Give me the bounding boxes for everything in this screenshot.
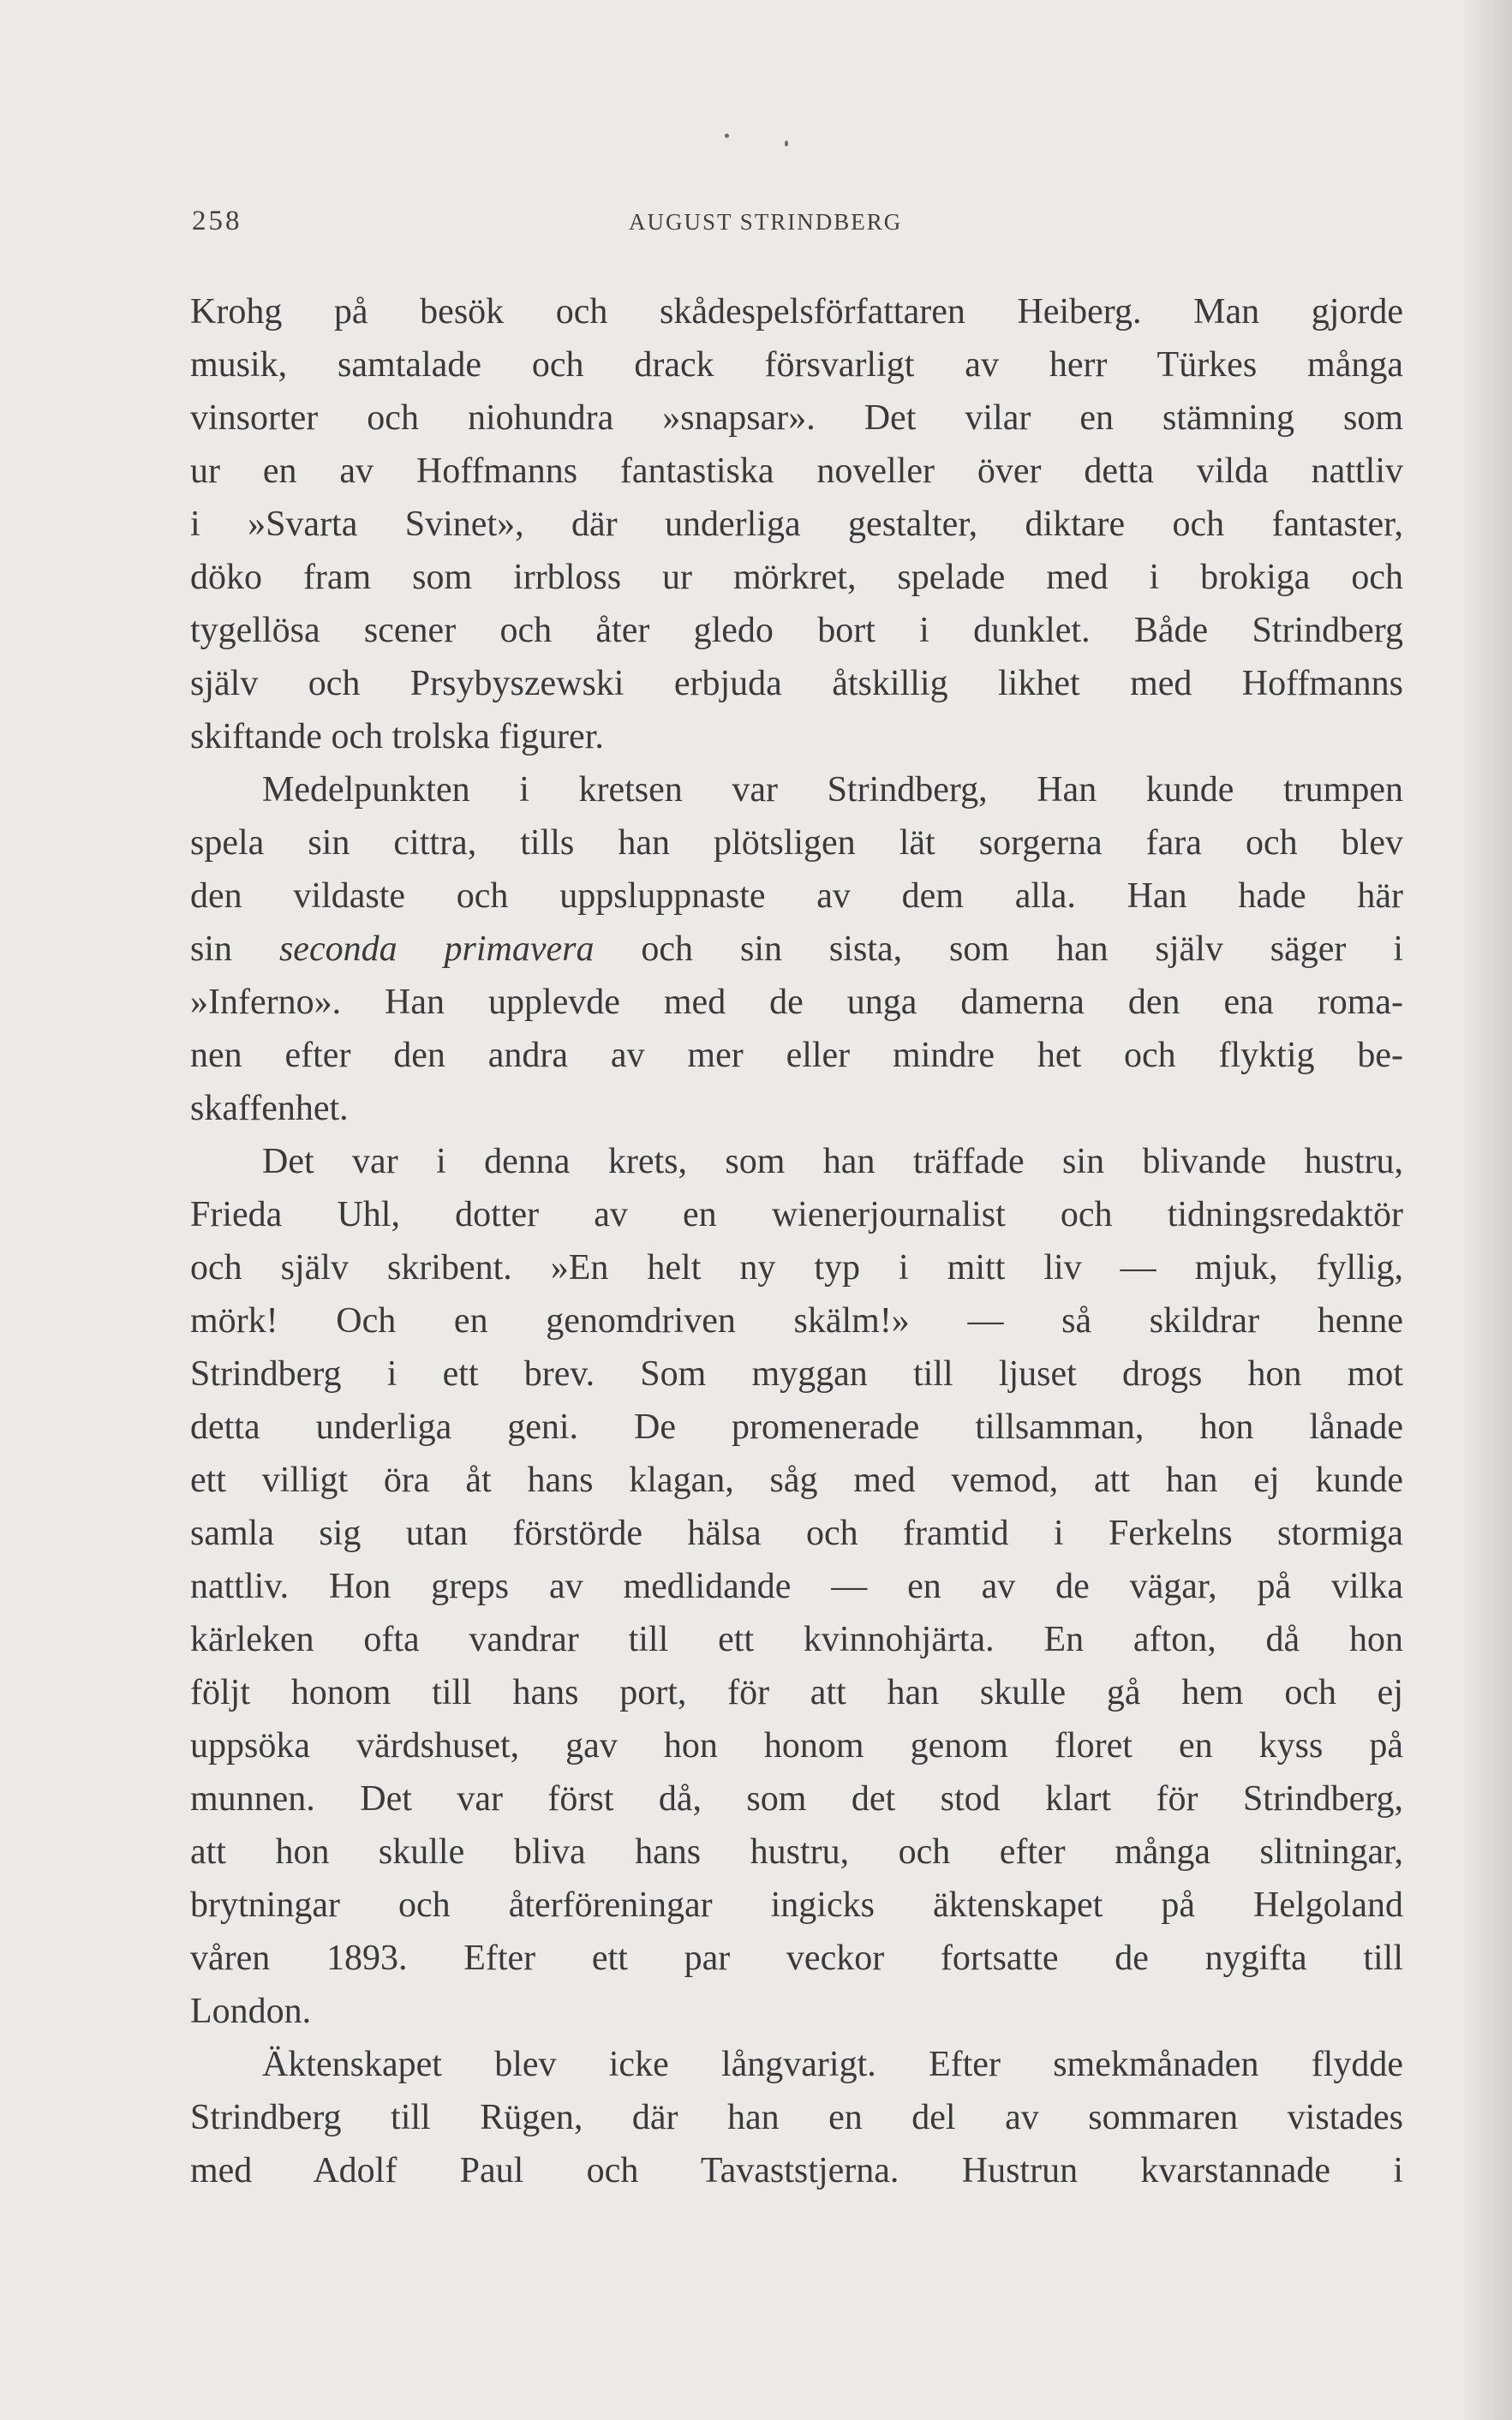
- text-line: kärleken ofta vandrar till ett kvinnohjärta. En afton, då hon: [190, 1620, 1403, 1659]
- print-speck: [785, 140, 788, 146]
- text-line: döko fram som irrbloss ur mörkret, spelade med i brokiga och: [190, 558, 1403, 597]
- text-line: nattliv. Hon greps av medlidande — en av de vägar, på vilka: [190, 1567, 1403, 1606]
- text-line: ett villigt öra åt hans klagan, såg med vemod, att han ej kunde: [190, 1461, 1403, 1500]
- text-line: den vildaste och uppsluppnaste av dem alla. Han hade här: [190, 876, 1403, 916]
- text-line: att hon skulle bliva hans hustru, och efter många slitningar,: [190, 1832, 1403, 1872]
- text-line: vinsorter och niohundra »snapsar». Det vilar en stämning som: [190, 398, 1403, 438]
- running-head: [192, 206, 1408, 240]
- text-line-start: sin: [190, 929, 279, 969]
- text-line: och själv skribent. »En helt ny typ i mitt liv — mjuk, fyllig,: [190, 1248, 1403, 1288]
- text-line: tygellösa scener och åter gledo bort i dunklet. Både Strindberg: [190, 611, 1403, 650]
- text-line: nen efter den andra av mer eller mindre het och flyktig be-: [190, 1036, 1403, 1075]
- text-line: med Adolf Paul och Tavaststjerna. Hustrun kvarstannade i: [190, 2151, 1403, 2190]
- italic-phrase: seconda primavera: [278, 929, 595, 969]
- text-line: ur en av Hoffmanns fantastiska noveller över detta vilda nattliv: [190, 451, 1403, 491]
- running-title: AUGUST STRINDBERG: [629, 209, 903, 235]
- text-line: Strindberg till Rügen, där han en del av sommaren vistades: [190, 2098, 1403, 2137]
- text-line: våren 1893. Efter ett par veckor fortsatte de nygifta till: [190, 1939, 1403, 1978]
- text-line: Frieda Uhl, dotter av en wienerjournalist och tidningsredaktör: [190, 1195, 1403, 1234]
- text-line: Det var i denna krets, som han träffade sin blivande hustru,: [262, 1142, 1403, 1181]
- text-line: »Inferno». Han upplevde med de unga damerna den ena roma-: [190, 983, 1403, 1022]
- text-line: Krohg på besök och skådespelsförfattaren Heiberg. Man gjorde: [190, 292, 1403, 332]
- body-text: [190, 285, 1403, 2197]
- text-line: följt honom till hans port, för att han skulle gå hem och ej: [190, 1673, 1403, 1712]
- text-line: munnen. Det var först då, som det stod klart för Strindberg,: [190, 1779, 1403, 1819]
- text-line: Medelpunkten i kretsen var Strindberg, Han kunde trumpen: [262, 770, 1403, 810]
- text-line: skaffenhet.: [190, 1089, 349, 1128]
- text-line: själv och Prsybyszewski erbjuda åtskillig likhet med Hoffmanns: [190, 664, 1403, 703]
- text-line-end: och sin sista, som han själv säger i: [594, 929, 1403, 969]
- text-line: London.: [190, 1992, 312, 2031]
- text-line: uppsöka värdshuset, gav hon honom genom floret en kyss på: [190, 1726, 1403, 1766]
- text-line: musik, samtalade och drack försvarligt av herr Türkes många: [190, 345, 1403, 385]
- page-edge-shadow: [1461, 0, 1512, 2420]
- text-line: mörk! Och en genomdriven skälm!» — så skildrar henne: [190, 1301, 1403, 1341]
- text-line: Strindberg i ett brev. Som myggan till ljuset drogs hon mot: [190, 1354, 1403, 1394]
- text-line: spela sin cittra, tills han plötsligen lät sorgerna fara och blev: [190, 823, 1403, 863]
- text-line: i »Svarta Svinet», där underliga gestalter, diktare och fantaster,: [190, 505, 1403, 544]
- text-line: skiftande och trolska figurer.: [190, 717, 604, 756]
- text-line: detta underliga geni. De promenerade tillsamman, hon lånade: [190, 1407, 1403, 1447]
- text-line: samla sig utan förstörde hälsa och framtid i Ferkelns stormiga: [190, 1514, 1403, 1553]
- page-number: 258: [192, 206, 242, 236]
- text-line: [190, 923, 1403, 976]
- text-line: Äktenskapet blev icke långvarigt. Efter smekmånaden flydde: [262, 2045, 1403, 2084]
- print-speck: [725, 134, 729, 138]
- text-line: brytningar och återföreningar ingicks äktenskapet på Helgoland: [190, 1885, 1403, 1925]
